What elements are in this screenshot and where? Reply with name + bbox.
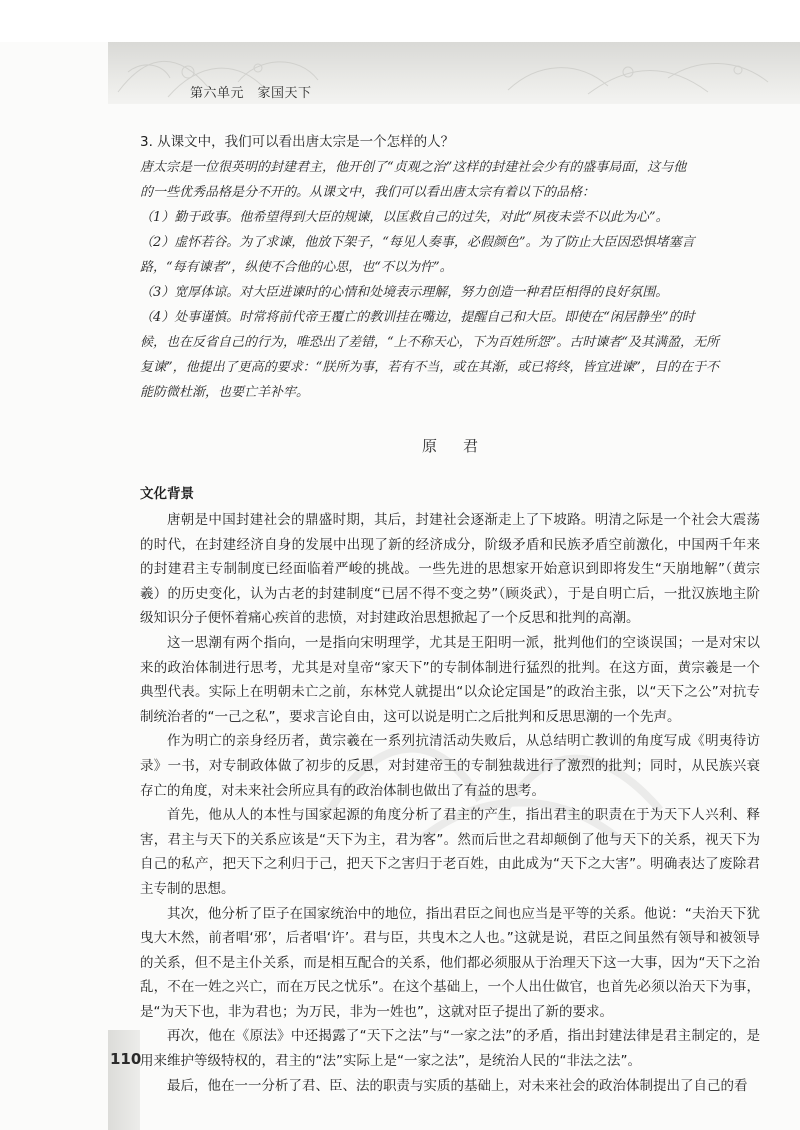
page-content — [140, 130, 760, 1098]
answer-line: 复谏”，他提出了更高的要求：“朕所为事，若有不当，或在其渐，或已将终，皆宜进谏”，目的在于不 — [140, 360, 719, 375]
footer-strip — [108, 1030, 140, 1130]
body-paragraph: 其次，他分析了臣子在国家统治中的地位，指出君臣之间也应当是平等的关系。他说：“夫治天下犹曳大木然，前者唱‘邪’，后者唱‘许’。君与臣，共曳木之人也。”这就是说，君臣之间虽然有领导和被领导的关系，但不是主仆关系，而是相互配合的关系，他们都必须服从于治理天下这一大事，因为“天下之治乱，不在一姓之兴亡，而在万民之忧乐”。在这个基础上，一个人出仕做官，也首先必须以治天下为事，是“为天下也，非为君也；为万民，非为一姓也”，这就对臣子提出了新的要求。 — [140, 905, 760, 1020]
top-margin — [0, 0, 800, 42]
page-number: 110 — [110, 1050, 142, 1068]
body-paragraph: 这一思潮有两个指向，一是指向宋明理学，尤其是王阳明一派，批判他们的空谈误国；一是对宋以来的政治体制进行思考，尤其是对皇帝“家天下”的专制体制进行猛烈的批判。在这方面，黄宗羲是一个典型代表。实际上在明朝未亡之前，东林党人就提出“以众论定国是”的政治主张，以“天下之公”对抗专制统治者的“一己之私”，要求言论自由，这可以说是明亡之后批判和反思思潮的一个先声。 — [140, 634, 760, 725]
unit-title: 第六单元 家国天下 — [190, 86, 312, 101]
body-paragraph: 再次，他在《原法》中还揭露了“天下之法”与“一家之法”的矛盾，指出封建法律是君主制定的，是用来维护等级特权的，君主的“法”实际上是“一家之法”，是统治人民的“非法之法”。 — [140, 1028, 760, 1070]
body-paragraph: 首先，他从人的本性与国家起源的角度分析了君主的产生，指出君主的职责在于为天下人兴利、释害，君主与天下的关系应该是“天下为主，君为客”。然而后世之君却颠倒了他与天下的关系，视天下为自己的私产，把天下之利归于己，把天下之害归于老百姓，由此成为“天下之大害”。明确表达了废除君主专制的思想。 — [140, 807, 760, 897]
answer-line: 唐太宗是一位很英明的封建君主，他开创了“贞观之治”这样的封建社会少有的盛事局面，这与他 — [140, 160, 687, 175]
answer-line: 能防微杜渐，也要亡羊补牢。 — [140, 385, 310, 400]
answer-line: 路，“每有谏者”，纵使不合他的心思，也“不以为忤”。 — [140, 260, 453, 275]
answer-line: 候，也在反省自己的行为，唯恐出了差错，“上不称天心，下为百姓所怨”。古时谏者“及其满盈，无所 — [140, 335, 719, 350]
question-heading: 3. 从课文中，我们可以看出唐太宗是一个怎样的人？ — [140, 134, 455, 150]
sub-heading: 文化背景 — [140, 486, 194, 502]
answer-line: （3）宽厚体谅。对大臣进谏时的心情和处境表示理解，努力创造一种君臣相得的良好氛围。 — [140, 285, 669, 300]
answer-line: （4）处事谨慎。时常将前代帝王覆亡的教训挂在嘴边，提醒自己和大臣。即使在“闲居静坐”的时 — [140, 310, 695, 325]
body-paragraph: 唐朝是中国封建社会的鼎盛时期，其后，封建社会逐渐走上了下坡路。明清之际是一个社会大震荡的时代，在封建经济自身的发展中出现了新的经济成分，阶级矛盾和民族矛盾空前激化，中国两千年来的封建君主专制制度已经面临着严峻的挑战。一些先进的思想家开始意识到即将发生“天崩地解”（黄宗羲）的历史变化，认为古老的封建制度“已居不得不变之势”（顾炎武），于是自明亡后，一批汉族地主阶级知识分子便怀着痛心疾首的悲愤，对封建政治思想掀起了一个反思和批判的高潮。 — [140, 512, 760, 627]
section-title: 原君 — [421, 437, 504, 455]
answer-line: （2）虚怀若谷。为了求谏，他放下架子，“每见人奏事，必假颜色”。为了防止大臣因恐惧堵塞言 — [140, 235, 695, 250]
answer-line: 的一些优秀品格是分不开的。从课文中，我们可以看出唐太宗有着以下的品格： — [140, 185, 596, 200]
answer-block — [140, 155, 760, 405]
answer-line: （1）勤于政事。他希望得到大臣的规谏，以匡救自己的过失，对此“夙夜未尝不以此为心”。 — [140, 210, 669, 225]
body-paragraph: 最后，他在一一分析了君、臣、法的职责与实质的基础上，对未来社会的政治体制提出了自己的看 — [167, 1077, 748, 1094]
body-paragraph: 作为明亡的亲身经历者，黄宗羲在一系列抗清活动失败后，从总结明亡教训的角度写成《明夷待访录》一书，对专制政体做了初步的反思，对封建帝王的专制独裁进行了激烈的批判；同时，从民族兴衰存亡的角度，对未来社会所应具有的政治体制也做出了有益的思考。 — [140, 733, 760, 799]
